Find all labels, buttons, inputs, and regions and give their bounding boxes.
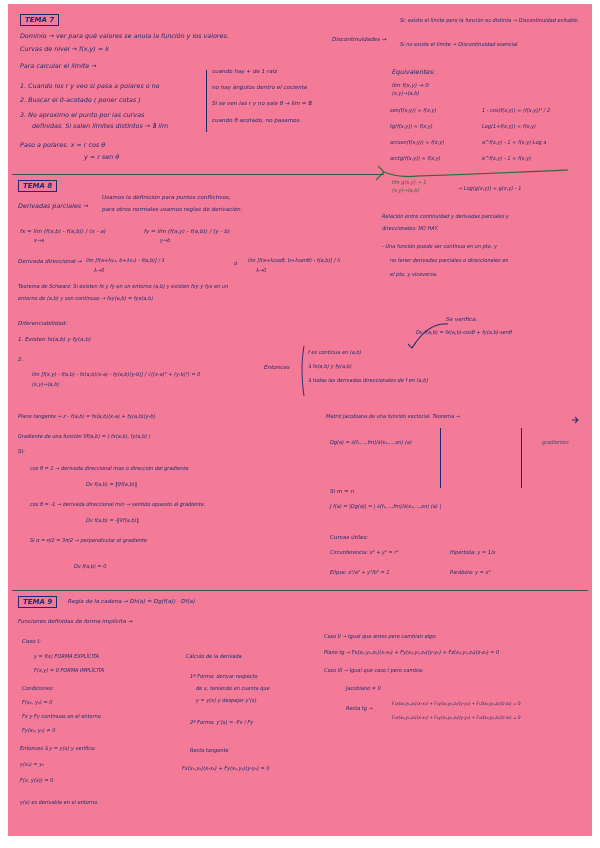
forma1-3: y = y(x) y despejar y'(x) bbox=[196, 698, 257, 704]
forma1-2: de x, teniendo en cuenta que bbox=[196, 686, 270, 692]
curva-hiperbola: Hipérbola: y = 1/x bbox=[450, 550, 496, 556]
tema7-curvas: Curvas de nivel → f(x,y) = k bbox=[20, 45, 109, 53]
direccional-title: Derivada direccional → bbox=[18, 259, 83, 265]
fx-sub: x→a bbox=[34, 238, 45, 244]
equiv-extra-sub: (x,y)→(a,b) bbox=[392, 188, 420, 194]
caso3-recta: Recta tg → bbox=[346, 706, 373, 712]
brace-item-2: no hay ángulos dentro el cociente bbox=[212, 85, 308, 91]
direccional-eq-1: lím [f(a+λv₁, b+λv₂) - f(a,b)] / λ bbox=[86, 258, 165, 264]
equiv-arcsen: arcsen(f(x,y)) ≈ f(x,y) bbox=[390, 140, 445, 146]
diferenciabilidad-2: 2. bbox=[18, 357, 24, 363]
calculo-derivada: Cálculo de la derivada bbox=[186, 654, 242, 660]
condicion-2: Fx y Fy continuas en el entorno bbox=[22, 714, 101, 720]
plano-tangente: Plano tangente → z - f(a,b) = fx(a,b)(x-a) + fy(a,b)(y-b) bbox=[18, 414, 156, 420]
direccional-sub-1: λ→0 bbox=[94, 268, 105, 274]
curvas-title: Curvas útiles: bbox=[330, 535, 369, 541]
condicion-1: F(x₀, y₀) = 0 bbox=[22, 700, 53, 706]
equiv-e-exp: e^f(x,y) - 1 ≈ f(x,y) bbox=[482, 156, 532, 162]
tema7-step3b: definidas. Si salen límites distintos → ∄ lím bbox=[32, 122, 169, 130]
parciales-note-2: para otros normales usamos reglas de derivación. bbox=[102, 207, 243, 213]
jacobiano: J f(a) = |Dg(a)| = | ∂(f₁,...,fm)/∂(x₁,...,xn) (a) | bbox=[330, 504, 442, 510]
tema7-polares: Paso a polares. x = r cos θ bbox=[20, 141, 106, 149]
tema7-dominio: Dominio → ver para qué valores se anula la función y los valores. bbox=[20, 32, 229, 40]
brace-item-1: cuando hay + de 1 raíz bbox=[212, 69, 278, 75]
gradiente-si: Si: bbox=[18, 449, 25, 455]
equiv-cos: 1 - cos(f(x,y)) ≈ (f(x,y))² / 2 bbox=[482, 108, 551, 114]
curva-parabola: Parábola: y = x² bbox=[450, 570, 491, 576]
equivalentes-cond: lím f(x,y) → 0 bbox=[392, 83, 429, 89]
equiv-tg: tg(f(x,y)) ≈ f(x,y) bbox=[390, 124, 433, 130]
jacobiana-title: Matriz Jacobiana de una función vectorial. Teorema → bbox=[326, 414, 460, 420]
equiv-extra-cond: lím g(x,y) → 1 bbox=[392, 180, 427, 186]
forma2: 2ª Forma: y'(x) = -Fx / Fy bbox=[190, 720, 254, 726]
forma1-1: 1ª Forma: derivar respecto bbox=[190, 674, 258, 680]
verifica-1: y(x₀) = y₀ bbox=[20, 762, 45, 768]
verifica-2: F(x, y(x)) = 0 bbox=[20, 778, 54, 784]
tema7-polares-y: y = r sen θ bbox=[84, 153, 120, 161]
notes-sheet bbox=[8, 4, 592, 836]
diferenciabilidad-sub: (x,y)→(a,b) bbox=[32, 382, 60, 388]
grad-item-3: cos θ = -1 → derivada direccional min → sentido opuesto al gradiente. bbox=[30, 502, 206, 508]
tema7-step2: 2. Buscar el 0-acotado ( poner cotas ) bbox=[20, 96, 141, 104]
equiv-a-exp: a^f(x,y) - 1 ≈ f(x,y)·Log a bbox=[482, 140, 547, 146]
tema7-label: TEMA 7 bbox=[20, 14, 59, 26]
conseq-3: ∃ todas las derivadas direccionales de f en (a,b) bbox=[308, 378, 429, 384]
equivalentes-cond-sub: (x,y)→(a,b) bbox=[392, 91, 420, 97]
tema8-label: TEMA 8 bbox=[18, 180, 57, 192]
entonces-label: Entonces bbox=[264, 365, 290, 371]
brace-item-4: cuando θ acotado, no pasamos. bbox=[212, 118, 302, 124]
grad-item-4: Dv f(a,b) = -‖∇f(a,b)‖ bbox=[86, 518, 139, 524]
equivalentes-title: Equivalentes: bbox=[392, 68, 436, 76]
jacobiana-eq: Dg(a) = ∂(f₁,...,fm)/∂(x₁,...,xn) (a) bbox=[330, 440, 412, 446]
se-verifica: Se verifica: bbox=[446, 317, 478, 323]
parciales-note-1: Usamos la definición para puntos conflictivos, bbox=[102, 195, 231, 201]
relacion-4: no tener derivadas parciales o direccionales en bbox=[390, 258, 509, 264]
equiv-arctg: arctg(f(x,y)) ≈ f(x,y) bbox=[390, 156, 441, 162]
regla-cadena: Regla de la cadena → Dh(a) = Dg(f(a)) · Df(a) bbox=[68, 599, 196, 605]
discontinuidades-title: Discontinuidades → bbox=[332, 37, 387, 43]
direccional-or: ó bbox=[234, 261, 238, 267]
gradiente: Gradiente de una función ∇f(a,b) = ( fx(a,b), fy(a,b) ) bbox=[18, 434, 151, 440]
condiciones-title: Condiciones: bbox=[22, 686, 55, 692]
relacion-5: el pto. y viceversa. bbox=[390, 272, 438, 278]
curva-circunferencia: Circunferencia: x² + y² = r² bbox=[330, 550, 399, 556]
tema9-label: TEMA 9 bbox=[18, 596, 57, 608]
grad-item-6: Dv f(a,b) = 0 bbox=[74, 564, 107, 570]
si-m-n: Si m = n bbox=[330, 489, 355, 495]
grad-item-5: Si α = π/2 = 3π/2 → perpendicular al gradiente bbox=[30, 538, 147, 544]
relacion-3: - Una función puede ser continua en un pto. y bbox=[382, 244, 497, 250]
recta-tangente-eq: Fx(x₀,y₀)(x-x₀) + Fy(x₀,y₀)(y-y₀) = 0 bbox=[182, 766, 270, 772]
grad-item-1: cos θ = 1 → derivada direccional max o dirección del gradiente. bbox=[30, 466, 190, 472]
verifica-3: y(x) es derivable en el entorno. bbox=[20, 800, 99, 806]
caso3-eq-2: F₂x(x₀,y₀,z₀)(x-x₀) + F₂y(x₀,y₀,z₀)(y-y₀) + F₂z(x₀,y₀,z₀)(z-z₀) = 0 bbox=[392, 715, 521, 720]
direccional-sub-2: λ→0 bbox=[256, 268, 267, 274]
caso2-plano: Plano tg → Fx(x₀,y₀,z₀)(x-x₀) + Fy(x₀,y₀,z₀)(y-y₀) + Fz(x₀,y₀,z₀)(z-z₀) = 0 bbox=[324, 650, 500, 656]
discontinuidad-esencial: Si no existe el límite → Discontinuidad esencial bbox=[400, 42, 518, 48]
implicitas-title: Funciones definidas de forma implícita → bbox=[18, 619, 133, 625]
entonces-verifica: Entonces ∃ y = y(x) y verifica: bbox=[20, 746, 96, 752]
equiv-extra-rule: → Log(g(x,y)) ≈ g(x,y) - 1 bbox=[458, 186, 522, 192]
discontinuidad-evitable: Si: existe el límite pero la función es distinta → Discontinuidad evitable. bbox=[400, 18, 580, 24]
caso3-eq-1: F₁x(x₀,y₀,z₀)(x-x₀) + F₁y(x₀,y₀,z₀)(y-y₀) + F₁z(x₀,y₀,z₀)(z-z₀) = 0 bbox=[392, 701, 521, 706]
fy-sub: y→b bbox=[160, 238, 171, 244]
caso1-implicita: F(x,y) = 0 FORMA IMPLÍCITA bbox=[34, 668, 105, 674]
tema7-step1: 1. Cuando los r y veo si pasa a polares o no bbox=[20, 82, 160, 90]
relacion-2: direccionales: NO HAY. bbox=[382, 226, 439, 232]
brace-item-3: Si se ven las r y no sale θ → lím = ∄ bbox=[212, 101, 312, 107]
se-verifica-eq: Dv f(a,b) = fx(a,b)·cosθ + fy(a,b)·senθ bbox=[416, 330, 513, 336]
gradientes-note: gradientes bbox=[542, 440, 569, 446]
parciales-title: Derivadas parciales → bbox=[18, 202, 89, 210]
conseq-2: ∃ fx(a,b) y fy(a,b) bbox=[308, 364, 352, 370]
grad-item-2: Dv f(a,b) = ‖∇f(a,b)‖ bbox=[86, 482, 138, 488]
schwarz-line-1: Teorema de Schwarz: Si existen fx y fy en un entorno (a,b) y existen fxy y fyx en un bbox=[18, 284, 229, 290]
recta-tangente: Recta tangente bbox=[190, 748, 229, 754]
caso1-title: Caso I: bbox=[22, 639, 41, 645]
annotation-strokes bbox=[8, 4, 592, 836]
conseq-1: f es continua en (a,b) bbox=[308, 350, 362, 356]
caso3-jacobiano: Jacobiano ≠ 0 bbox=[346, 686, 381, 692]
caso2: Caso II → Igual que antes pero cambian algo: bbox=[324, 634, 437, 640]
fx-definicion: fx = lím (f(x,b) - f(a,b)) / (x - a) bbox=[20, 229, 106, 235]
relacion-1: Relación entre continuidad y derivadas parciales y bbox=[382, 214, 509, 220]
condicion-3: Fy(x₀, y₀) ≠ 0 bbox=[22, 728, 56, 734]
tema7-limite-title: Para calcular el límite → bbox=[20, 62, 97, 70]
caso3: Caso III → Igual que caso I pero cambia: bbox=[324, 668, 424, 674]
schwarz-line-2: entorno de (a,b) y son continuas → fxy(a,b) = fyx(a,b) bbox=[18, 296, 154, 302]
tema7-step3: 3. No aproximo el punto por las curvas bbox=[20, 111, 145, 119]
caso1-explicita: y = f(x) FORMA EXPLÍCITA bbox=[34, 654, 99, 660]
fy-definicion: fy = lím (f(a,y) - f(a,b)) / (y - b) bbox=[144, 229, 230, 235]
diferenciabilidad-1: 1. Existen fx(a,b) y fy(a,b) bbox=[18, 337, 92, 343]
equiv-sen: sen(f(x,y)) ≈ f(x,y) bbox=[390, 108, 437, 114]
diferenciabilidad-title: Diferenciabilidad: bbox=[18, 321, 68, 327]
diferenciabilidad-limite: lím [f(x,y) - f(a,b) - fx(a,b)(x-a) - fy(a,b)(y-b)] / √((x-a)² + (y-b)²) = 0 bbox=[32, 372, 201, 378]
direccional-eq-2: lím [f(a+λcosθ, b+λsenθ) - f(a,b)] / λ bbox=[248, 258, 341, 264]
curva-elipse: Elipse: x²/a² + y²/b² = 1 bbox=[330, 570, 390, 576]
equiv-log: Log(1+f(x,y)) ≈ f(x,y) bbox=[482, 124, 536, 130]
